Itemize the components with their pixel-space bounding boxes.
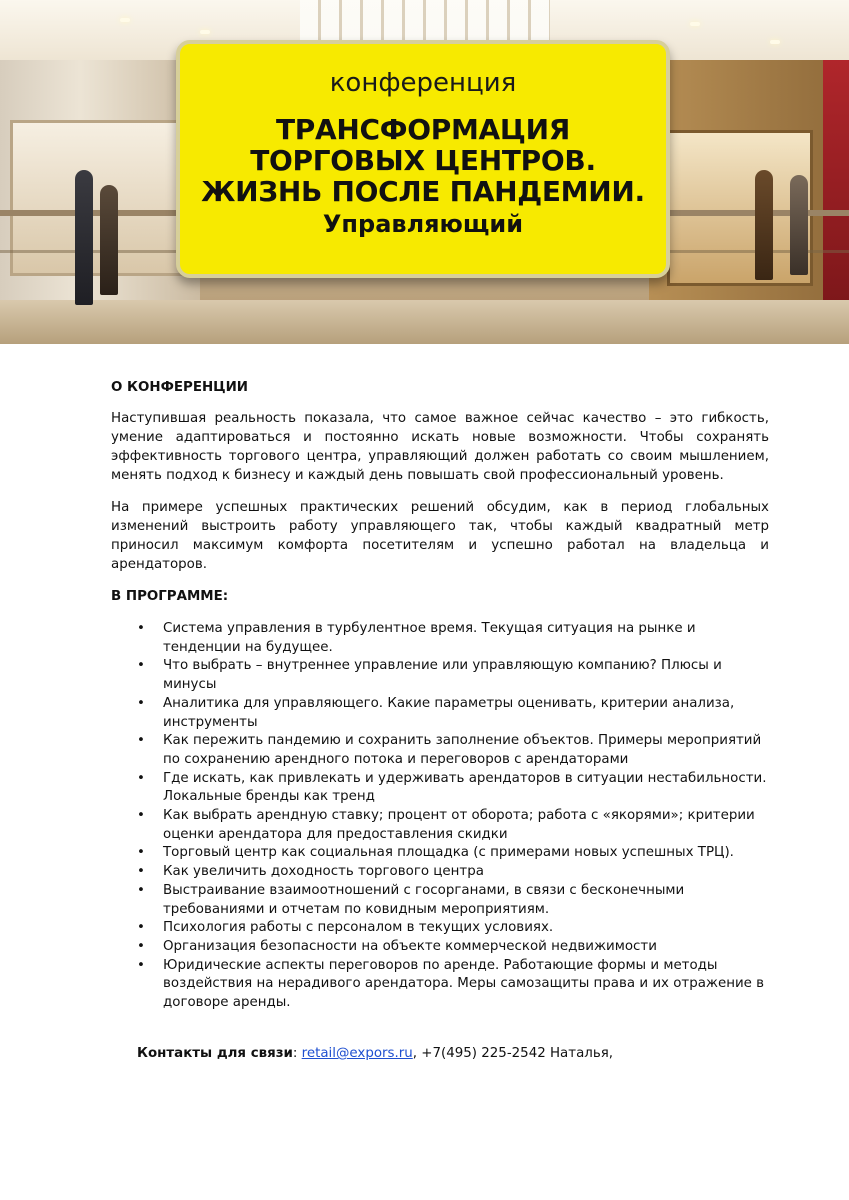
contacts-colon: : bbox=[292, 1046, 302, 1061]
bullet-icon: • bbox=[137, 920, 145, 936]
contacts-line bbox=[137, 1046, 613, 1061]
ceiling-lamp bbox=[120, 18, 130, 22]
ceiling-lamp bbox=[770, 40, 780, 44]
bullet-icon: • bbox=[137, 882, 145, 898]
program-item-text: Как пережить пандемию и сохранить заполнение объектов. Примеры мероприятий по сохранению арендного потока и переговоров с арендаторами bbox=[163, 733, 762, 767]
document-body bbox=[111, 378, 769, 1013]
about-paragraph: На примере успешных практических решений обсудим, как в период глобальных изменений выстроить работу управляющего так, чтобы каждый квадратный метр приносил максимум комфорта посетителям и успешно работал на владельца и арендаторов. bbox=[111, 500, 769, 572]
program-item bbox=[137, 807, 769, 844]
banner-title-line: ТОРГОВЫХ ЦЕНТРОВ. bbox=[250, 144, 596, 177]
program-item bbox=[137, 957, 769, 1013]
program-item bbox=[137, 620, 769, 657]
program-item-text: Как увеличить доходность торгового центра bbox=[163, 864, 484, 880]
bullet-icon: • bbox=[137, 957, 145, 973]
email-link[interactable]: retail@expors.ru bbox=[301, 1046, 413, 1061]
banner-title-line: ЖИЗНЬ ПОСЛЕ ПАНДЕМИИ. bbox=[201, 175, 645, 208]
bullet-icon: • bbox=[137, 695, 145, 711]
bullet-icon: • bbox=[137, 621, 145, 636]
program-item-text: Организация безопасности на объекте коммерческой недвижимости bbox=[163, 938, 657, 954]
shop-right bbox=[649, 60, 849, 320]
about-paragraph: Наступившая реальность показала, что самое важное сейчас качество – это гибкость, умение адаптироваться и постоянно искать новые возможности. Чтобы сохранять эффективность торгового центра, управляющий должен работать со своим мышлением, менять подход к бизнесу и каждый день повышать свой профессиональный уровень. bbox=[111, 411, 769, 483]
shopper-figure bbox=[75, 170, 93, 305]
program-item-text: Как выбрать арендную ставку; процент от оборота; работа с «якорями»; критерии оценки арендатора для предоставления скидки bbox=[163, 808, 755, 842]
conference-banner bbox=[176, 40, 670, 278]
program-item-text: Где искать, как привлекать и удерживать арендаторов в ситуации нестабильности. Локальные бренды как тренд bbox=[163, 770, 767, 805]
program-item-text: Торговый центр как социальная площадка (с примерами новых успешных ТРЦ). bbox=[163, 845, 734, 861]
program-item-text: Что выбрать – внутреннее управление или управляющую компанию? Плюсы и минусы bbox=[163, 658, 722, 693]
program-item-text: Психология работы с персоналом в текущих условиях. bbox=[163, 920, 554, 936]
program-heading: В ПРОГРАММЕ: bbox=[111, 589, 229, 604]
program-item bbox=[137, 882, 769, 919]
bullet-icon: • bbox=[137, 658, 145, 674]
ceiling-lamp bbox=[200, 30, 210, 34]
bullet-icon: • bbox=[137, 808, 145, 824]
program-item bbox=[137, 919, 769, 938]
program-list bbox=[111, 620, 769, 1013]
program-item bbox=[137, 844, 769, 863]
about-heading: О КОНФЕРЕНЦИИ bbox=[111, 380, 249, 395]
shopper-figure bbox=[100, 185, 118, 295]
program-item bbox=[137, 695, 769, 732]
banner-subtitle: Управляющий bbox=[322, 210, 524, 238]
banner-title bbox=[180, 114, 666, 207]
program-item-text: Система управления в турбулентное время. Текущая ситуация на рынке и тенденции на будущее. bbox=[163, 621, 696, 655]
banner-title-line: ТРАНСФОРМАЦИЯ bbox=[276, 113, 570, 146]
ceiling-lamp bbox=[690, 22, 700, 26]
program-item-text: Юридические аспекты переговоров по аренде. Работающие формы и методы воздействия на нерадивого арендатора. Меры самозащиты права и их отражение в договоре аренды. bbox=[163, 957, 765, 1011]
bullet-icon: • bbox=[137, 938, 145, 954]
mall-skylight bbox=[300, 0, 550, 40]
mall-lower-floor bbox=[0, 300, 849, 344]
program-item bbox=[137, 770, 769, 807]
banner-kicker: конференция bbox=[329, 68, 517, 98]
program-item-text: Выстраивание взаимоотношений с госорганами, в связи с бесконечными требованиями и отчетам по ковидным мероприятиям. bbox=[163, 882, 685, 917]
program-item bbox=[137, 732, 769, 769]
program-item-text: Аналитика для управляющего. Какие параметры оценивать, критерии анализа, инструменты bbox=[163, 695, 735, 730]
contacts-label: Контакты для связи bbox=[137, 1046, 293, 1061]
bullet-icon: • bbox=[137, 845, 145, 861]
program-item bbox=[137, 863, 769, 882]
bullet-icon: • bbox=[137, 733, 145, 749]
bullet-icon: • bbox=[137, 770, 145, 786]
mannequin-figure bbox=[790, 175, 808, 275]
shop-red-pillar bbox=[823, 60, 849, 320]
program-item bbox=[137, 938, 769, 957]
program-item bbox=[137, 657, 769, 694]
bullet-icon: • bbox=[137, 864, 145, 880]
contacts-phone: , +7(495) 225-2542 Наталья, bbox=[412, 1046, 614, 1061]
mannequin-figure bbox=[755, 170, 773, 280]
